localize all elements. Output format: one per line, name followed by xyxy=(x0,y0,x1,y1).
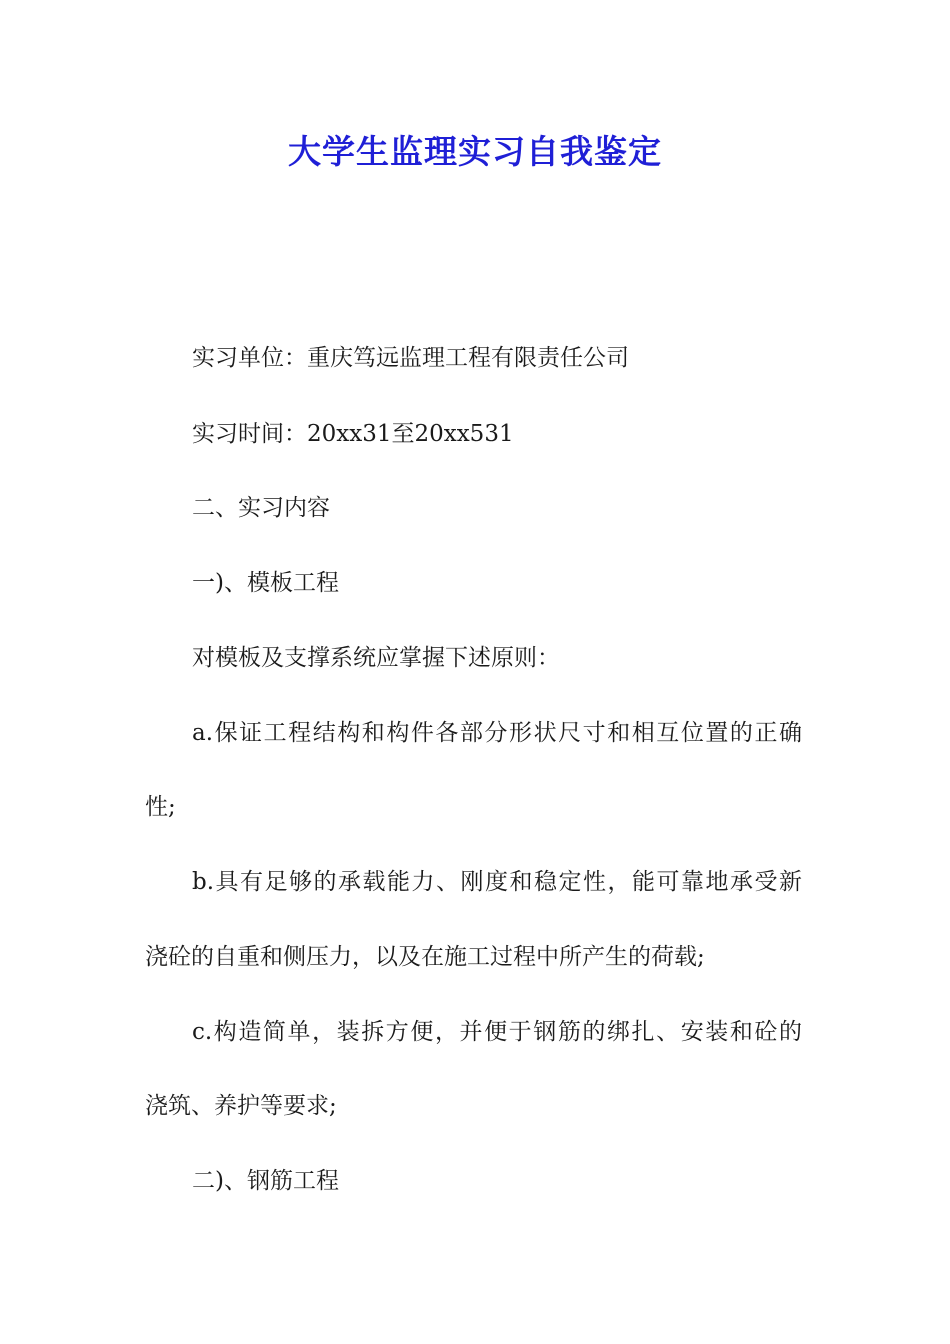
item-a-line-1: a.保证工程结构和构件各部分形状尺寸和相互位置的正确 xyxy=(192,720,802,746)
internship-unit: 实习单位：重庆笃远监理工程有限责任公司 xyxy=(192,345,629,371)
subsection-heading-rebar: 二)、钢筋工程 xyxy=(192,1168,339,1194)
subsection-heading-formwork: 一)、模板工程 xyxy=(192,570,339,596)
principles-intro: 对模板及支撑系统应掌握下述原则： xyxy=(192,645,560,671)
item-a-line-2: 性; xyxy=(145,794,176,820)
document-title: 大学生监理实习自我鉴定 xyxy=(288,132,662,171)
item-b-line-1: b.具有足够的承载能力、刚度和稳定性，能可靠地承受新 xyxy=(192,869,802,895)
item-c-line-2: 浇筑、养护等要求; xyxy=(145,1093,337,1119)
section-heading-content: 二、实习内容 xyxy=(192,495,330,521)
internship-time: 实习时间：20xx31至20xx531 xyxy=(192,421,514,447)
item-b-line-2: 浇砼的自重和侧压力，以及在施工过程中所产生的荷载; xyxy=(145,944,705,970)
item-c-line-1: c.构造简单，装拆方便，并便于钢筋的绑扎、安装和砼的 xyxy=(192,1019,802,1045)
